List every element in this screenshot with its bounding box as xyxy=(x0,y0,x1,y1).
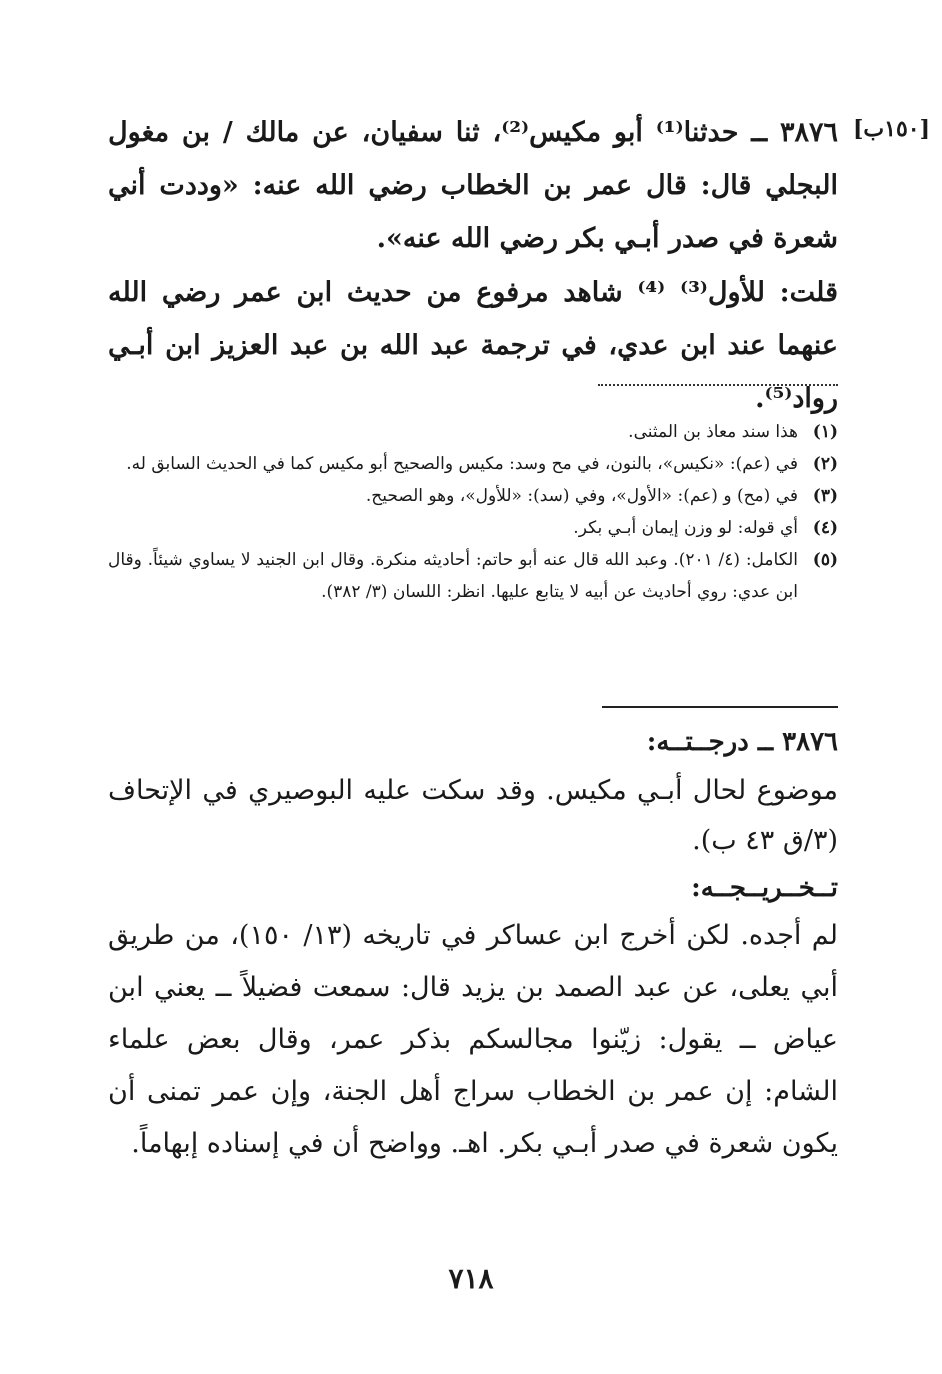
footnote-number: (٤) xyxy=(812,518,838,538)
grading-text: موضوع لحال أبـي مكيس. وقد سكت عليه البوصيري في الإتحاف (٣/ق ٤٣ ب). xyxy=(108,775,838,856)
footnote xyxy=(108,512,838,544)
footnotes xyxy=(108,416,838,608)
footnote-number: (١) xyxy=(812,422,838,442)
takhrij-heading: تــخــريــجــه: xyxy=(691,873,838,903)
footnote-dotted-separator xyxy=(598,382,838,386)
footnote-text: الكامل: (٤/ ٢٠١). وعبد الله قال عنه أبو حاتم: أحاديثه منكرة. وقال ابن الجنيد لا يساوي شيئاً. وقال ابن عدي: روي أحاديث عن أبيه لا يتابع عليها. انظر: اللسان (٣/ ٣٨٢). xyxy=(108,550,798,602)
footnote-text: في (مح) و (عم): «الأول»، وفي (سد): «للأول»، وهو الصحيح. xyxy=(365,486,798,506)
grading-heading: ٣٨٧٦ ــ درجــتــه: xyxy=(646,727,838,757)
footnote xyxy=(108,416,838,448)
page-number: ٧١٨ xyxy=(448,1262,494,1295)
footnote xyxy=(108,448,838,480)
takhrij-text: لم أجده. لكن أخرج ابن عساكر في تاريخه (١٣/ ١٥٠)، من طريق أبي يعلى، عن عبد الصمد بن يزيد قال: سمعت فضيلاً ــ يعني ابن عياض ــ يقول: زيّنوا مجالسكم بذكر عمر، وقال بعض علماء الشام: إن عمر بن الخطاب سراج أهل الجنة، وإن عمر تمنى أن يكون شعرة في صدر أبـي بكر. اهـ. وواضح أن في إسناده إبهاماً. xyxy=(108,920,838,1159)
footnote xyxy=(108,480,838,512)
footnote-number: (٣) xyxy=(812,486,838,506)
margin-folio-reference: [١٥٠ب] xyxy=(853,116,930,142)
footnote xyxy=(108,544,838,608)
footnote-number: (٢) xyxy=(812,454,838,474)
footnote-text: في (عم): «نكيس»، بالنون، في مح وسد: مكيس والصحيح أبو مكيس كما في الحديث السابق له. xyxy=(126,454,798,474)
hadith-text: ٣٨٧٦ ــ حدثنا⁽¹⁾ أبو مكيس⁽²⁾، ثنا سفيان، عن مالك / بن مغول البجلي قال: قال عمر بن الخطاب رضي الله عنه: «وددت أني شعرة في صدر أبـي بكر رضي الله عنه». xyxy=(108,117,838,254)
footnote-text: هذا سند معاذ بن المثنى. xyxy=(628,422,798,442)
footnote-number: (٥) xyxy=(812,550,838,570)
section-divider xyxy=(602,706,838,708)
commentary-paragraph: قلت: للأول⁽³⁾ ⁽⁴⁾ شاهد مرفوع من حديث ابن عمر رضي الله عنهما عند ابن عدي، في ترجمة عبد الله بن عبد العزيز ابن أبـي رواد⁽⁵⁾. xyxy=(108,277,839,414)
footnote-text: أي قوله: لو وزن إيمان أبـي بكر. xyxy=(573,518,798,538)
